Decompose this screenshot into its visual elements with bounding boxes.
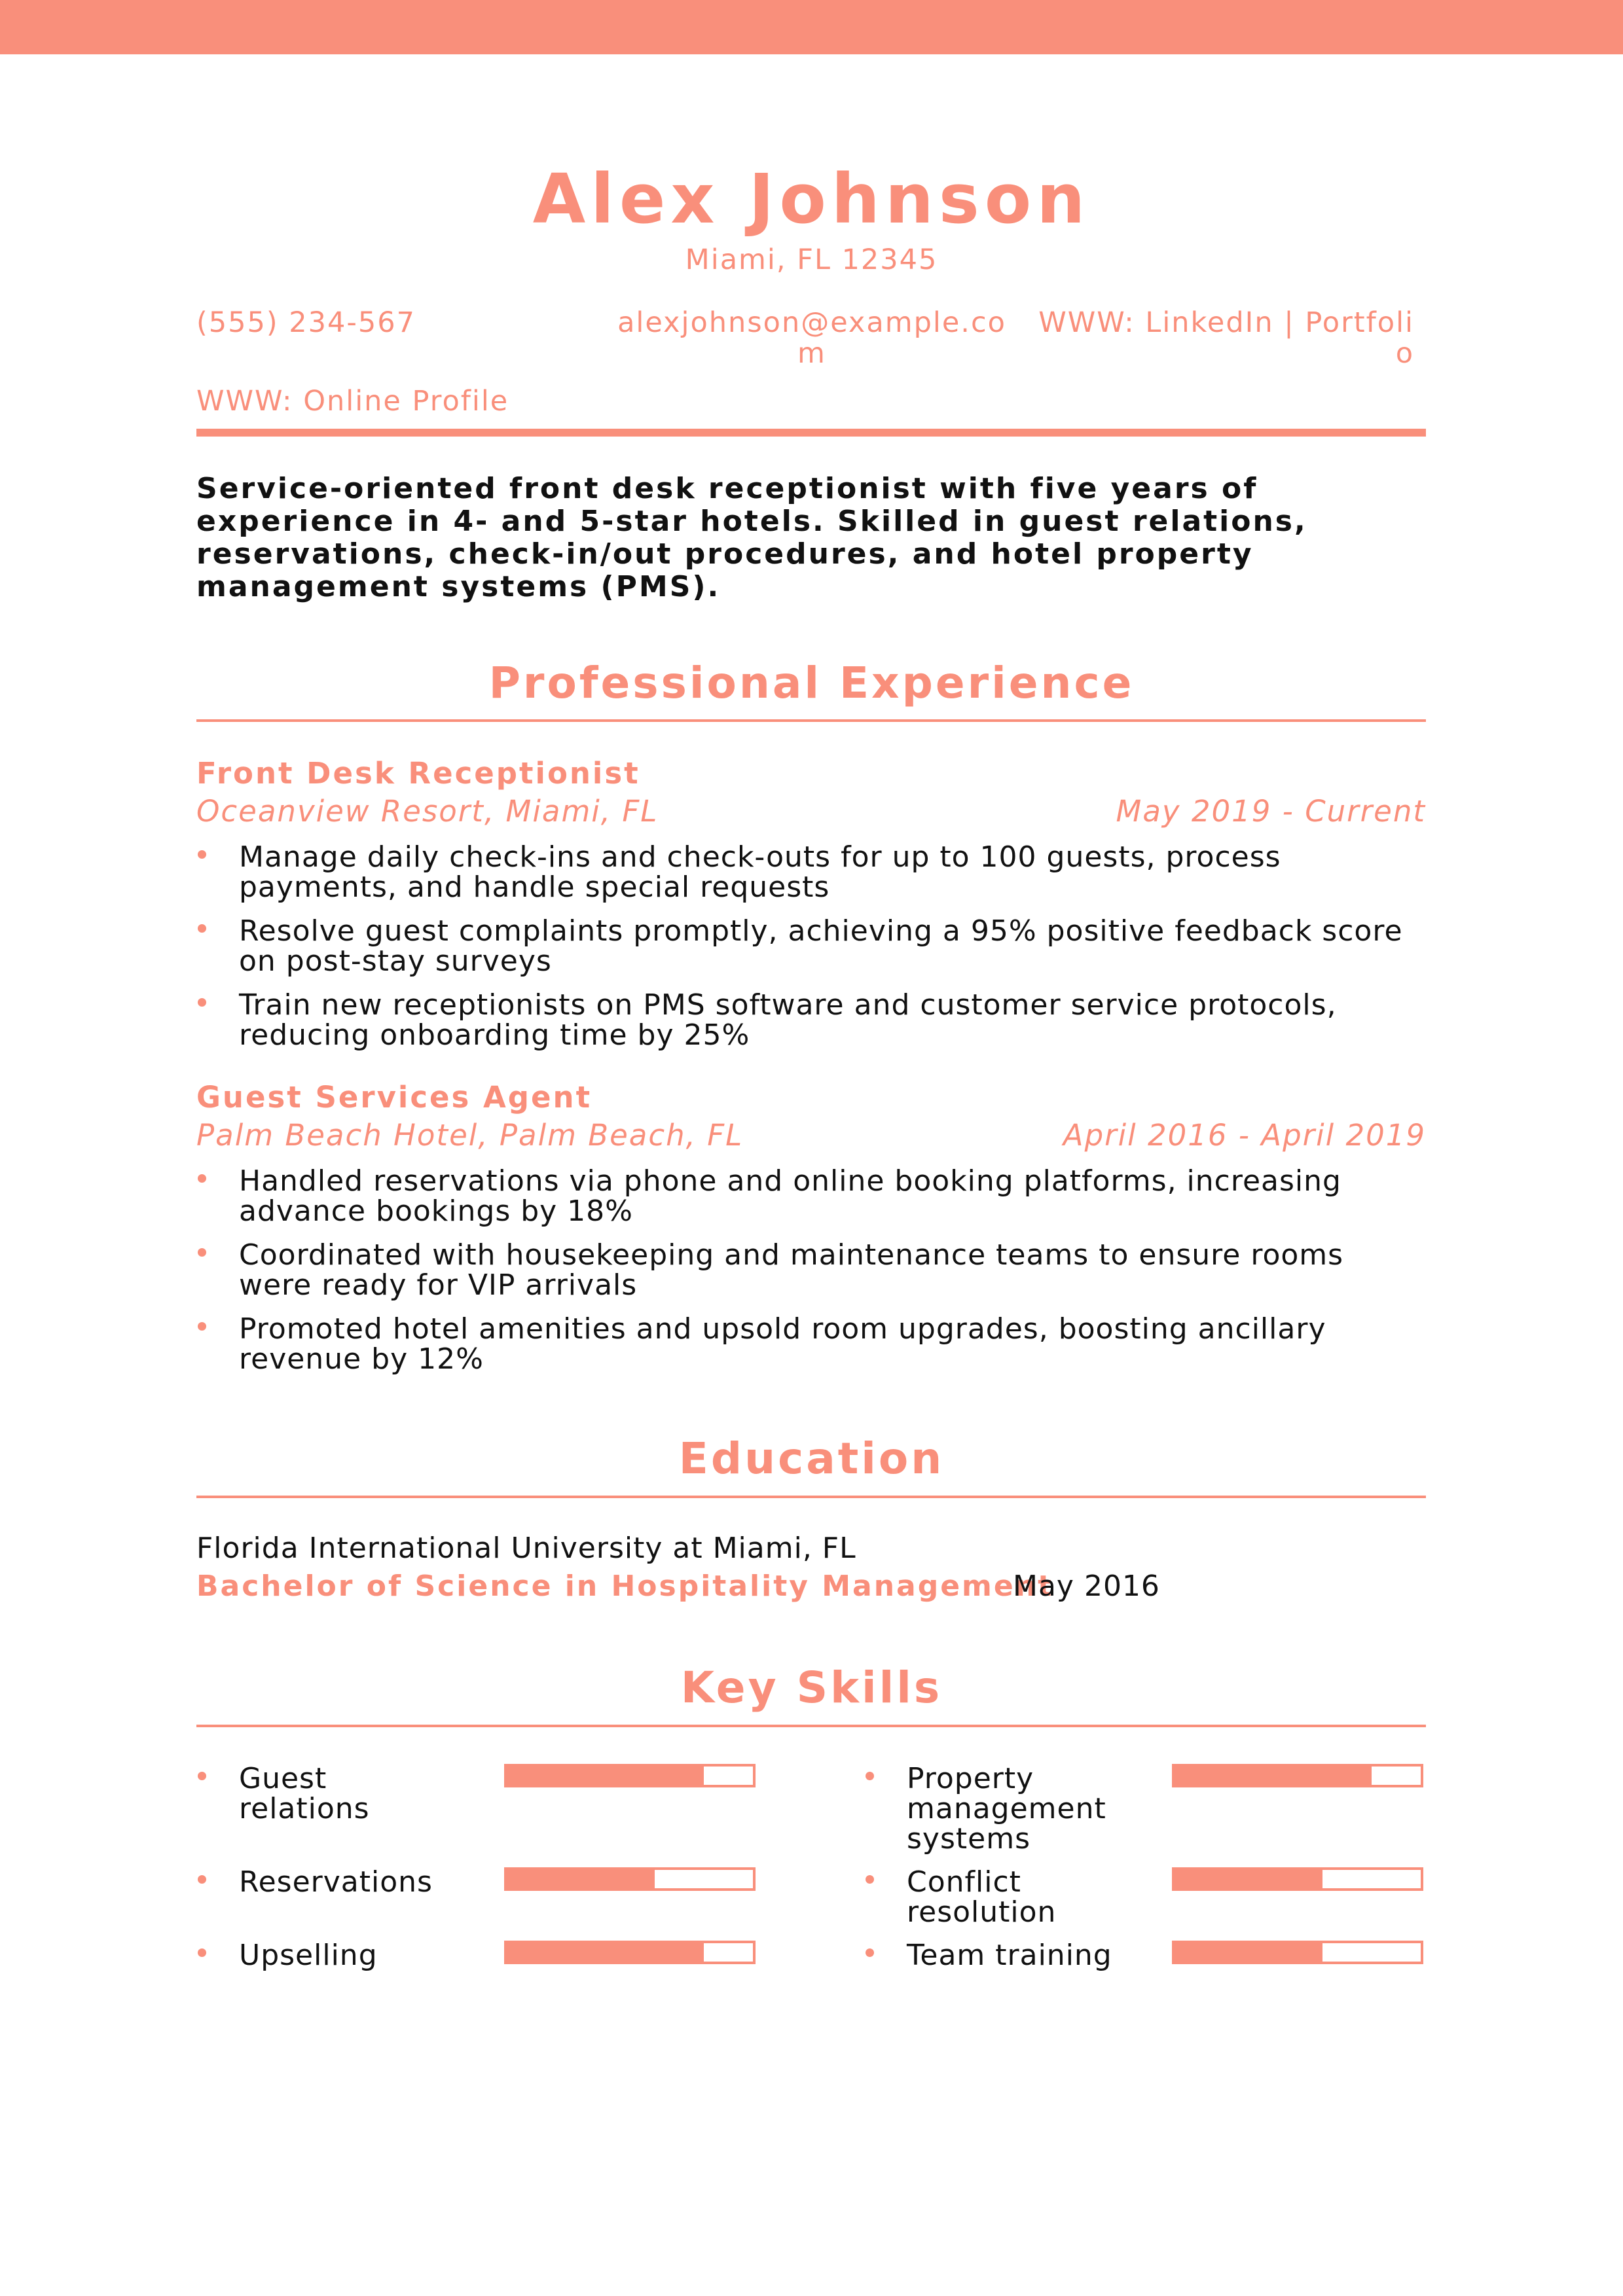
contact-email[interactable]: alexjohnson@example.com: [617, 306, 1006, 370]
skill-level-bar: [504, 1867, 756, 1891]
skill-label: Conflict resolution: [907, 1865, 1057, 1929]
education-school: Florida International University at Miami, FL: [196, 1532, 856, 1565]
skill-level-fill: [507, 1943, 704, 1962]
bullet-icon: [198, 998, 206, 1007]
list-item: [196, 842, 1426, 903]
skill-label: Property management systems: [907, 1762, 1106, 1856]
education-date: May 2016: [1013, 1570, 1160, 1603]
skill-label: Upselling: [239, 1939, 378, 1972]
section-title-experience: Professional Experience: [488, 658, 1135, 708]
section-title-education: Education: [678, 1433, 945, 1484]
skill-level-bar: [1172, 1764, 1423, 1787]
header-divider: [196, 429, 1426, 437]
skill-level-fill: [1175, 1767, 1372, 1785]
skill-label: Reservations: [239, 1865, 433, 1899]
candidate-name: Alex Johnson: [532, 159, 1091, 239]
bullet-text: Promoted hotel amenities and upsold room upgrades, boosting ancillary revenue by 12%: [239, 1312, 1326, 1376]
bullet-icon: [198, 1948, 206, 1957]
job-bullets: [196, 1166, 1426, 1388]
job-company: Oceanview Resort, Miami, FL: [196, 794, 659, 829]
skill-label: Guest relations: [239, 1762, 370, 1825]
bullet-icon: [198, 1322, 206, 1331]
contact-online-profile[interactable]: WWW: Online Profile: [196, 385, 509, 418]
job-dates: May 2019 - Current: [1116, 794, 1426, 829]
job-dates: April 2016 - April 2019: [1063, 1118, 1426, 1153]
skill-level-bar: [504, 1764, 756, 1787]
bullet-icon: [866, 1875, 874, 1884]
job-title: Front Desk Receptionist: [196, 756, 640, 791]
list-item: [196, 916, 1426, 977]
candidate-location: Miami, FL 12345: [685, 243, 938, 276]
bullet-icon: [866, 1772, 874, 1780]
section-divider-experience: [196, 719, 1426, 722]
contact-phone: (555) 234-567: [196, 306, 416, 339]
job-title: Guest Services Agent: [196, 1080, 593, 1115]
contact-web-links[interactable]: WWW: LinkedIn | Portfolio: [1038, 306, 1414, 370]
professional-summary: Service-oriented front desk receptionist with five years of experience in 4- and 5-star hotels. Skilled in guest relations, reservations, check-in/out procedures, and hotel property management systems (PMS).: [196, 472, 1307, 603]
skill-level-fill: [507, 1870, 655, 1888]
bullet-icon: [198, 1772, 206, 1780]
bullet-icon: [198, 1875, 206, 1884]
bullet-text: Manage daily check-ins and check-outs for up to 100 guests, process payments, and handle special requests: [239, 840, 1281, 904]
bullet-icon: [198, 1248, 206, 1257]
bullet-icon: [198, 850, 206, 859]
skill-label: Team training: [907, 1939, 1112, 1972]
skill-level-fill: [1175, 1943, 1322, 1962]
bullet-icon: [198, 1174, 206, 1183]
bullet-text: Resolve guest complaints promptly, achieving a 95% positive feedback score on post-stay surveys: [239, 914, 1403, 978]
list-item: [196, 990, 1426, 1050]
bullet-icon: [198, 924, 206, 933]
list-item: [196, 1240, 1426, 1300]
job-company: Palm Beach Hotel, Palm Beach, FL: [196, 1118, 744, 1153]
bullet-text: Handled reservations via phone and online booking platforms, increasing advance bookings by 18%: [239, 1164, 1341, 1228]
bullet-text: Coordinated with housekeeping and maintenance teams to ensure rooms were ready for VIP arrivals: [239, 1238, 1344, 1302]
section-divider-skills: [196, 1725, 1426, 1727]
bullet-icon: [866, 1948, 874, 1957]
education-degree: Bachelor of Science in Hospitality Management: [196, 1570, 1054, 1603]
skill-level-fill: [507, 1767, 704, 1785]
list-item: [196, 1166, 1426, 1227]
top-accent-bar: [0, 0, 1623, 54]
bullet-text: Train new receptionists on PMS software and customer service protocols, reducing onboarding time by 25%: [239, 988, 1337, 1052]
section-divider-education: [196, 1496, 1426, 1498]
list-item: [196, 1314, 1426, 1374]
skill-level-bar: [1172, 1867, 1423, 1891]
skill-level-fill: [1175, 1870, 1322, 1888]
section-title-skills: Key Skills: [680, 1662, 943, 1713]
skill-level-bar: [1172, 1941, 1423, 1964]
skill-level-bar: [504, 1941, 756, 1964]
job-bullets: [196, 842, 1426, 1064]
